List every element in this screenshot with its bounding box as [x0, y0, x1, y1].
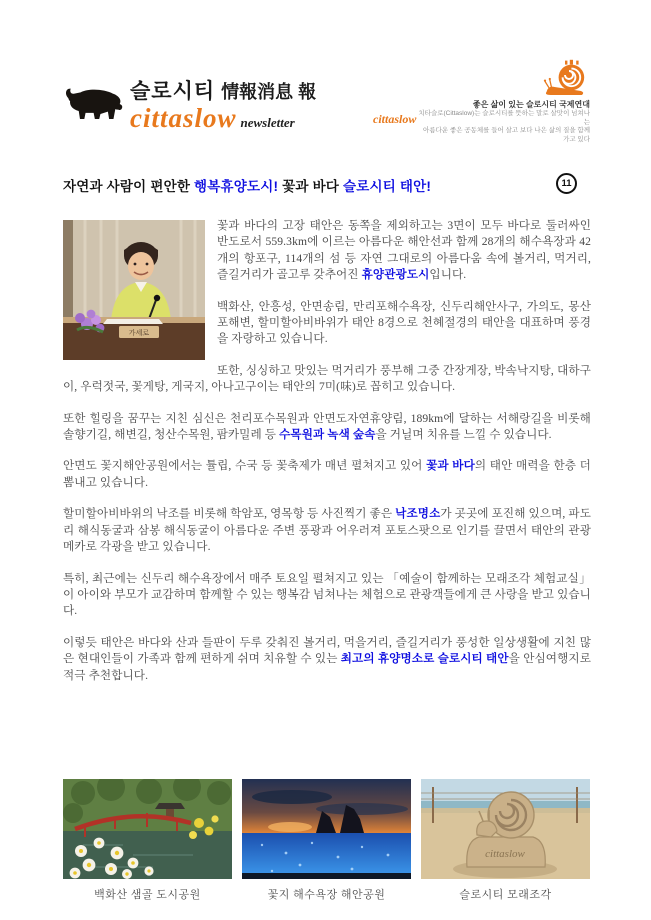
text-run: 또한 힐링을 꿈꾸는 지친 심신은 천리포수목원과 안면도자연휴양림, 189km에 달하는 서해랑길을 비롯해 솔향기길, 해변길, 청산수목원, 팜카밀레 등 — [63, 411, 591, 442]
text-run: 또한, 싱싱하고 맛있는 먹거리가 풍부해 그중 간장게장, 박속낙지탕, 대하구이, 우럭젓국, 꽃게탕, 게국지, 아나고구이는 태안의 7미(味)로 꼽히고 있습니다. — [63, 363, 591, 394]
gallery-caption-park: 백화산 샘골 도시공원 — [94, 889, 201, 901]
body-paragraph-8 — [63, 635, 591, 684]
issue-number-badge: 11 — [556, 173, 577, 194]
highlight-text: 행복휴양도시! — [194, 179, 279, 194]
cittaslow-description — [418, 110, 590, 144]
sand-carved-wordmark: cittaslow — [485, 848, 525, 860]
gallery-item-sand — [421, 779, 590, 902]
photo-gallery — [63, 779, 591, 902]
body-paragraph-7 — [63, 571, 591, 620]
highlight-text: 슬로시티 태안! — [343, 179, 432, 194]
cittaslow-tagline: 좋은 삶이 있는 슬로시티 국제연대 — [472, 100, 590, 109]
text-run: 이렇듯 태안은 바다와 산과 들판이 두루 갖춰진 볼거리, 먹을거리, 즐길거리가 풍성한 일상생활에 지친 많은 현대인들이 가족과 함께 편하게 쉬며 치유할 수 있는 — [63, 635, 591, 666]
body-paragraph-3 — [63, 363, 591, 396]
brand-wordmark: cittaslow — [130, 103, 237, 134]
cittaslow-description-line2: 아름다운 좋은 공동체를 들어 살고 보다 나은 삶의 질을 함께 가고 있다 — [423, 127, 590, 143]
sand-sculpture-photo — [421, 779, 590, 879]
page-title-text — [63, 179, 431, 194]
brand-sub-wordmark: newsletter — [240, 115, 295, 131]
text-run: 입니다. — [429, 268, 467, 282]
text-run: 안면도 꽃지해안공원에서는 튤립, 수국 등 꽃축제가 매년 펼쳐지고 있어 — [63, 459, 427, 473]
main-paragraphs — [63, 363, 591, 684]
newsletter-masthead — [130, 80, 316, 134]
bull-logo-icon — [62, 82, 124, 130]
snail-logo-icon — [541, 56, 589, 102]
gallery-item-park — [63, 779, 232, 902]
text-run: 을 안심여행지로 적극 추천합니다. — [63, 652, 591, 682]
highlight-text: 휴양관광도시 — [361, 268, 430, 282]
beach-sunset-photo — [242, 779, 411, 879]
masthead-korean: 슬로시티 — [130, 80, 216, 103]
text-run: 꽃과 바다 — [278, 179, 344, 194]
body-paragraph-6 — [63, 506, 591, 555]
masthead-hanja: 情報消息 報 — [221, 82, 317, 102]
gallery-caption-beach: 꽃지 해수욕장 해안공원 — [267, 889, 386, 901]
highlight-text: 낙조명소 — [395, 507, 441, 521]
highlight-text: 최고의 휴양명소로 슬로시티 태안 — [340, 652, 509, 666]
text-run: 특히, 최근에는 신두리 해수욕장에서 매주 토요일 펼쳐지고 있는 「예술이 함께하는 모래조각 체험교실」이 아이와 부모가 교감하며 함께할 수 있는 행복감 넘쳐나는 체험으로 관광객들에게 큰 사랑을 받고 있습니다. — [63, 571, 591, 618]
governor-photo — [63, 220, 205, 360]
nameplate-text: 가세로 — [128, 330, 150, 337]
lead-section — [63, 218, 591, 348]
gallery-caption-sand: 슬로시티 모래조각 — [459, 889, 552, 901]
body-paragraph-4 — [63, 411, 591, 444]
title-row — [63, 175, 591, 196]
text-run: 을 거닐며 치유를 느낄 수 있습니다. — [375, 428, 552, 442]
masthead-line1 — [130, 80, 316, 103]
body-paragraph-5 — [63, 458, 591, 491]
highlight-text: 수목원과 녹색 숲속 — [279, 428, 376, 442]
article-body — [63, 218, 591, 699]
text-run: 의 태안 매력을 한층 더 뽐내고 있습니다. — [63, 459, 591, 489]
park-photo — [63, 779, 232, 879]
highlight-text: 꽃과 바다 — [426, 459, 475, 473]
masthead-line2 — [130, 104, 316, 134]
cittaslow-description-line1: 치타슬로(Cittaslow)는 슬로시티를 뜻하는 말로 살맛이 넘쳐나는 — [418, 110, 590, 126]
cittaslow-script-wordmark: cittaslow — [373, 112, 417, 126]
text-run: 가 곳곳에 포진해 있으며, 파도리 해식동굴과 삼봉 해식동굴이 아름다운 주변 풍광과 어우러져 포토스팟으로 인기를 끌면서 태안의 관광메카로 각광을 받고 있습니다. — [63, 507, 592, 554]
text-run: 백화산, 안흥성, 안면송림, 만리포해수욕장, 신두리해안사구, 가의도, 몽산포해변, 할미할아비바위가 태안 8경으로 천혜절경의 태안을 대표하며 풍경을 자랑하고 있습니다. — [217, 299, 591, 346]
text-run: 할미할아비바위의 낙조를 비롯해 학암포, 영목항 등 사진찍기 좋은 — [63, 507, 396, 521]
gallery-item-beach — [242, 779, 411, 902]
text-run: 꽃과 바다의 고장 태안은 동쪽을 제외하고는 3면이 모두 바다로 둘러싸인 반도로서 559.3km에 이르는 아름다운 해안선과 함께 28개의 해수욕장과 42개의 항포구, 114개의 섬 등 자연 그대로의 아름다움 속에 볼거리, 먹거리, 즐길거리가 골고루 갖추어진 — [217, 219, 591, 282]
text-run: 자연과 사람이 편안한 — [63, 179, 195, 194]
